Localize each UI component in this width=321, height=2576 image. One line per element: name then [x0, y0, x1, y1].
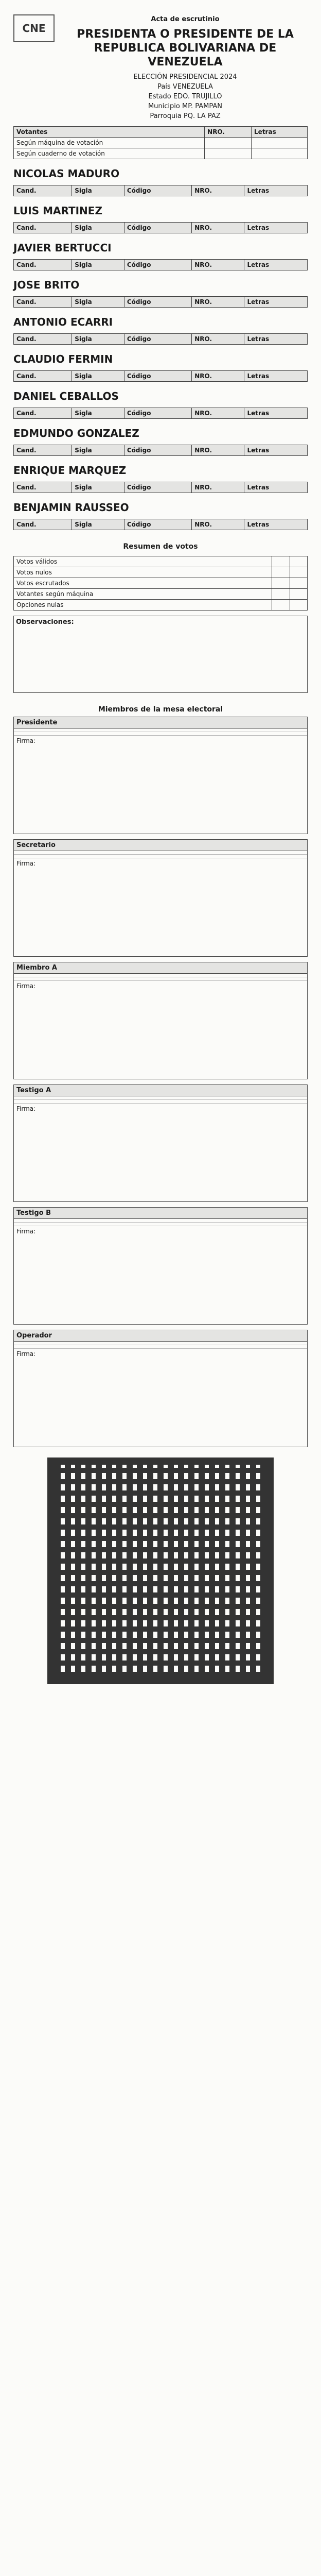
col-header: NRO. [192, 223, 244, 233]
member-role: Miembro A [14, 962, 307, 974]
member-ci [14, 977, 307, 981]
col-header: Cand. [14, 185, 72, 196]
candidate-name: DANIEL CEBALLOS [13, 390, 119, 402]
table-header-row [14, 260, 308, 270]
table-header-row [14, 185, 308, 196]
col-header: Sigla [72, 371, 124, 382]
col-header: Código [124, 260, 191, 270]
member-role: Operador [14, 1330, 307, 1342]
col-header: Sigla [72, 519, 124, 530]
row-label: Votos escrutados [14, 578, 272, 589]
row-number [272, 589, 290, 600]
member-ci [14, 732, 307, 736]
observations-label: Observaciones: [16, 618, 74, 626]
col-header: Código [124, 371, 191, 382]
member-name [14, 851, 307, 855]
row-number [272, 578, 290, 589]
row-letters [290, 567, 307, 578]
col-header: Sigla [72, 260, 124, 270]
row-letters [290, 589, 307, 600]
col-header: Votantes [14, 127, 205, 138]
candidate-name: NICOLAS MADURO [13, 167, 120, 180]
col-header: Sigla [72, 334, 124, 345]
col-header: Código [124, 482, 191, 493]
signature-area: Firma: [16, 1228, 36, 1235]
candidate-parties-table [13, 408, 308, 419]
col-header: Código [124, 223, 191, 233]
country: País VENEZUELA [157, 83, 213, 91]
parish: Parroquia PQ. LA PAZ [150, 112, 221, 120]
col-header: NRO. [192, 185, 244, 196]
signature-area: Firma: [16, 1105, 36, 1112]
table-header-row [14, 408, 308, 419]
row-number [272, 556, 290, 567]
col-header: Código [124, 297, 191, 308]
col-header: Cand. [14, 260, 72, 270]
col-header: Letras [244, 297, 308, 308]
member-role: Testigo B [14, 1208, 307, 1219]
candidate-parties-table [13, 296, 308, 308]
signature-area: Firma: [16, 982, 36, 990]
col-header: Código [124, 519, 191, 530]
candidate-parties-table [13, 370, 308, 382]
row-letters [252, 148, 308, 159]
col-header: NRO. [192, 260, 244, 270]
row-label: Opciones nulas [14, 600, 272, 611]
candidate-parties-table [13, 445, 308, 456]
table-row [14, 589, 308, 600]
row-label: Según máquina de votación [14, 138, 205, 148]
table-row [14, 148, 308, 159]
candidate-parties-table [13, 185, 308, 196]
col-header: Letras [244, 445, 308, 456]
row-label: Votos nulos [14, 567, 272, 578]
col-header: Sigla [72, 408, 124, 419]
row-number [272, 600, 290, 611]
table-row [14, 567, 308, 578]
col-header: Letras [244, 334, 308, 345]
col-header: Cand. [14, 297, 72, 308]
candidate-name: EDMUNDO GONZALEZ [13, 427, 139, 439]
member-block [13, 962, 308, 1079]
member-block [13, 1084, 308, 1202]
col-header: Sigla [72, 223, 124, 233]
doc-title: Acta de escrutinio [151, 15, 220, 23]
row-letters [290, 556, 307, 567]
col-header: Código [124, 408, 191, 419]
member-name [14, 1096, 307, 1100]
row-letters [290, 578, 307, 589]
row-letters [252, 138, 308, 148]
candidate-name: LUIS MARTINEZ [13, 205, 102, 217]
col-header: Letras [244, 260, 308, 270]
col-header: Cand. [14, 223, 72, 233]
candidate-name: JOSE BRITO [13, 279, 80, 291]
col-header: Cand. [14, 519, 72, 530]
candidate-list [13, 167, 308, 530]
col-header: Letras [244, 185, 308, 196]
col-header: Sigla [72, 297, 124, 308]
table-header-row [14, 223, 308, 233]
row-letters [290, 600, 307, 611]
col-header: Código [124, 185, 191, 196]
candidate-parties-table [13, 482, 308, 493]
member-name [14, 1219, 307, 1223]
col-header: Letras [244, 482, 308, 493]
candidate-name: ANTONIO ECARRI [13, 316, 113, 328]
col-header: Sigla [72, 185, 124, 196]
candidate-name: CLAUDIO FERMIN [13, 353, 113, 365]
candidate-name: ENRIQUE MARQUEZ [13, 464, 127, 477]
table-header-row [14, 519, 308, 530]
observations-box [13, 616, 308, 693]
row-label: Votos válidos [14, 556, 272, 567]
candidate-parties-table [13, 222, 308, 233]
signature-area: Firma: [16, 1350, 36, 1358]
member-block [13, 839, 308, 957]
col-header: NRO. [192, 297, 244, 308]
vote-summary-table [13, 556, 308, 611]
signature-area: Firma: [16, 860, 36, 867]
member-name [14, 1342, 307, 1345]
table-row [14, 556, 308, 567]
member-ci [14, 1100, 307, 1104]
col-header: Código [124, 445, 191, 456]
table-row [14, 600, 308, 611]
col-header: NRO. [192, 334, 244, 345]
table-header-row [14, 334, 308, 345]
col-header: Letras [244, 408, 308, 419]
row-label: Votantes según máquina [14, 589, 272, 600]
signature-area: Firma: [16, 737, 36, 744]
municipality: Municipio MP. PAMPAN [148, 103, 223, 110]
col-header: NRO. [192, 408, 244, 419]
col-header: NRO. [192, 519, 244, 530]
table-row [14, 138, 308, 148]
member-block [13, 717, 308, 834]
candidate-name: JAVIER BERTUCCI [13, 242, 112, 254]
col-header: NRO. [192, 371, 244, 382]
members-title: Miembros de la mesa electoral [98, 705, 223, 714]
col-header: Cand. [14, 408, 72, 419]
col-header: Cand. [14, 445, 72, 456]
col-header: Cand. [14, 334, 72, 345]
members-list [13, 717, 308, 1447]
member-ci [14, 1345, 307, 1349]
col-header: Letras [252, 127, 308, 138]
member-ci [14, 855, 307, 858]
header-text [63, 14, 308, 121]
candidate-name: BENJAMIN RAUSSEO [13, 501, 129, 514]
col-header: Letras [244, 223, 308, 233]
col-header: Cand. [14, 371, 72, 382]
member-ci [14, 1223, 307, 1226]
member-name [14, 728, 307, 732]
member-role: Secretario [14, 840, 307, 851]
vote-summary-title: Resumen de votos [123, 543, 198, 551]
candidate-parties-table [13, 333, 308, 345]
row-number [205, 148, 252, 159]
member-block [13, 1207, 308, 1325]
col-header: Sigla [72, 445, 124, 456]
state: Estado EDO. TRUJILLO [148, 93, 222, 100]
receipt-header [13, 14, 308, 121]
col-header: Letras [244, 371, 308, 382]
member-role: Presidente [14, 717, 307, 728]
member-name [14, 974, 307, 977]
col-header: Letras [244, 519, 308, 530]
col-header: Sigla [72, 482, 124, 493]
row-number [205, 138, 252, 148]
table-header-row [14, 445, 308, 456]
member-role: Testigo A [14, 1085, 307, 1096]
member-block [13, 1330, 308, 1447]
headline: PRESIDENTA O PRESIDENTE DE LA REPUBLICA BOLIVARIANA DE VENEZUELA [77, 28, 294, 69]
col-header: NRO. [205, 127, 252, 138]
candidate-parties-table [13, 519, 308, 530]
col-header: NRO. [192, 445, 244, 456]
col-header: NRO. [192, 482, 244, 493]
cne-logo: CNE [13, 14, 55, 42]
table-header-row [14, 371, 308, 382]
table-row [14, 578, 308, 589]
candidate-parties-table [13, 259, 308, 270]
col-header: Cand. [14, 482, 72, 493]
table-header-row [14, 482, 308, 493]
qr-code [47, 1458, 274, 1684]
row-number [272, 567, 290, 578]
col-header: Código [124, 334, 191, 345]
voters-summary-table [13, 126, 308, 159]
table-header-row [14, 297, 308, 308]
election-name: ELECCIÓN PRESIDENCIAL 2024 [133, 73, 237, 81]
row-label: Según cuaderno de votación [14, 148, 205, 159]
